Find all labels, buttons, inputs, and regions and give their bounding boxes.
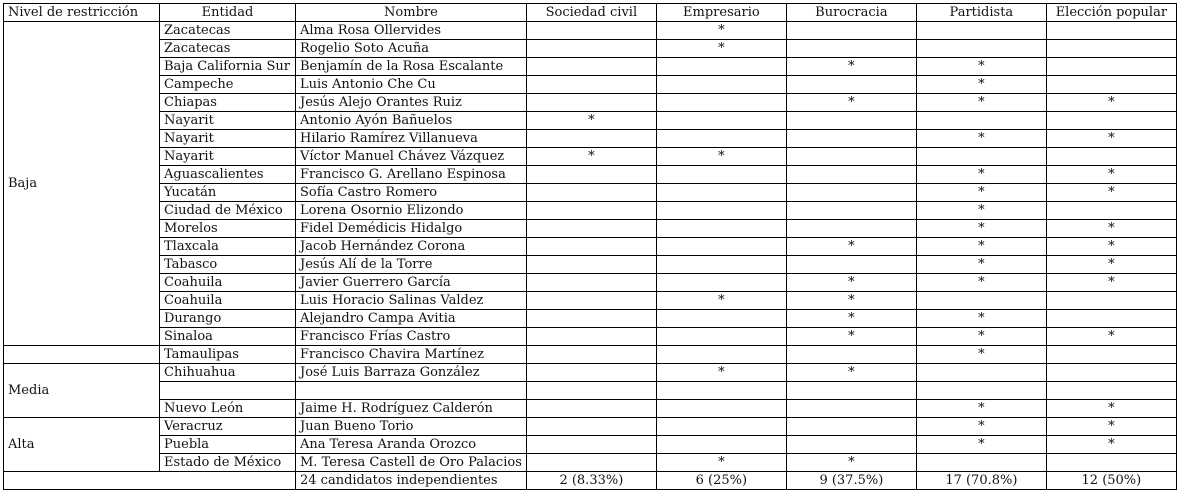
nombre-cell: Ana Teresa Aranda Orozco	[296, 436, 527, 454]
mark-cell: *	[916, 256, 1046, 274]
mark-cell	[656, 130, 786, 148]
mark-cell: *	[526, 148, 656, 166]
mark-cell: *	[786, 94, 916, 112]
mark-cell: *	[1046, 130, 1176, 148]
header-empresario: Empresario	[656, 4, 786, 22]
level-cell-media: Media	[4, 364, 160, 418]
nombre-cell: Jesús Alí de la Torre	[296, 256, 527, 274]
table-row	[4, 238, 1177, 256]
mark-cell: *	[1046, 418, 1176, 436]
total-value-cell: 2 (8.33%)	[526, 472, 656, 490]
mark-cell: *	[916, 184, 1046, 202]
mark-cell	[656, 76, 786, 94]
totals-row	[4, 472, 1177, 490]
mark-cell	[786, 346, 916, 364]
table-row	[4, 22, 1177, 40]
mark-cell	[916, 112, 1046, 130]
mark-cell	[786, 166, 916, 184]
total-value-cell: 9 (37.5%)	[786, 472, 916, 490]
mark-cell: *	[916, 310, 1046, 328]
mark-cell	[526, 94, 656, 112]
nombre-cell: Rogelio Soto Acuña	[296, 40, 527, 58]
mark-cell	[916, 292, 1046, 310]
nombre-cell: Hilario Ramírez Villanueva	[296, 130, 527, 148]
table-row	[4, 112, 1177, 130]
mark-cell: *	[916, 220, 1046, 238]
entidad-cell: Tamaulipas	[160, 346, 296, 364]
mark-cell	[656, 238, 786, 256]
table-row	[4, 382, 1177, 400]
entidad-cell: Coahuila	[160, 274, 296, 292]
nombre-cell: Alejandro Campa Avitia	[296, 310, 527, 328]
mark-cell	[1046, 454, 1176, 472]
mark-cell	[526, 220, 656, 238]
total-value-cell: 6 (25%)	[656, 472, 786, 490]
mark-cell	[526, 382, 656, 400]
mark-cell: *	[916, 418, 1046, 436]
nombre-cell: Fidel Demédicis Hidalgo	[296, 220, 527, 238]
nombre-cell: Francisco Frías Castro	[296, 328, 527, 346]
mark-cell	[786, 130, 916, 148]
nombre-cell: Juan Bueno Torio	[296, 418, 527, 436]
mark-cell: *	[1046, 256, 1176, 274]
mark-cell	[916, 40, 1046, 58]
entidad-cell: Sinaloa	[160, 328, 296, 346]
table-row	[4, 454, 1177, 472]
entidad-cell: Tlaxcala	[160, 238, 296, 256]
mark-cell	[786, 202, 916, 220]
mark-cell	[1046, 346, 1176, 364]
entidad-cell: Tabasco	[160, 256, 296, 274]
mark-cell	[1046, 58, 1176, 76]
mark-cell	[526, 184, 656, 202]
nombre-cell: Antonio Ayón Bañuelos	[296, 112, 527, 130]
nombre-cell: Sofía Castro Romero	[296, 184, 527, 202]
mark-cell	[526, 418, 656, 436]
mark-cell: *	[1046, 274, 1176, 292]
entidad-cell: Nayarit	[160, 130, 296, 148]
mark-cell: *	[656, 292, 786, 310]
mark-cell	[1046, 112, 1176, 130]
mark-cell: *	[1046, 166, 1176, 184]
mark-cell	[1046, 22, 1176, 40]
mark-cell	[1046, 364, 1176, 382]
nombre-cell: Lorena Osornio Elizondo	[296, 202, 527, 220]
mark-cell	[1046, 382, 1176, 400]
mark-cell: *	[1046, 400, 1176, 418]
nombre-cell	[296, 382, 527, 400]
mark-cell	[786, 148, 916, 166]
table-row	[4, 418, 1177, 436]
mark-cell	[526, 292, 656, 310]
mark-cell	[526, 310, 656, 328]
table-row	[4, 292, 1177, 310]
mark-cell	[786, 40, 916, 58]
mark-cell	[526, 202, 656, 220]
entidad-cell: Zacatecas	[160, 22, 296, 40]
mark-cell: *	[656, 364, 786, 382]
table-row	[4, 256, 1177, 274]
nombre-cell: Benjamín de la Rosa Escalante	[296, 58, 527, 76]
level-cell-empty	[4, 346, 160, 364]
entidad-cell: Nayarit	[160, 148, 296, 166]
mark-cell	[656, 346, 786, 364]
entidad-cell	[160, 382, 296, 400]
mark-cell	[916, 454, 1046, 472]
mark-cell	[916, 22, 1046, 40]
mark-cell: *	[1046, 436, 1176, 454]
entidad-cell: Coahuila	[160, 292, 296, 310]
mark-cell: *	[916, 94, 1046, 112]
mark-cell	[1046, 40, 1176, 58]
nombre-cell: Alma Rosa Ollervides	[296, 22, 527, 40]
mark-cell	[526, 328, 656, 346]
mark-cell: *	[786, 310, 916, 328]
entidad-cell: Nuevo León	[160, 400, 296, 418]
header-burocracia: Burocracia	[786, 4, 916, 22]
mark-cell	[656, 220, 786, 238]
table-row	[4, 166, 1177, 184]
mark-cell: *	[786, 364, 916, 382]
mark-cell	[916, 382, 1046, 400]
mark-cell	[786, 400, 916, 418]
entidad-cell: Morelos	[160, 220, 296, 238]
mark-cell	[526, 130, 656, 148]
table-row	[4, 436, 1177, 454]
entidad-cell: Puebla	[160, 436, 296, 454]
mark-cell	[526, 76, 656, 94]
entidad-cell: Durango	[160, 310, 296, 328]
entidad-cell: Aguascalientes	[160, 166, 296, 184]
mark-cell	[916, 148, 1046, 166]
entidad-cell: Campeche	[160, 76, 296, 94]
mark-cell: *	[786, 274, 916, 292]
mark-cell: *	[656, 454, 786, 472]
mark-cell	[526, 166, 656, 184]
table-row	[4, 364, 1177, 382]
mark-cell: *	[916, 130, 1046, 148]
mark-cell	[526, 400, 656, 418]
nombre-cell: Víctor Manuel Chávez Vázquez	[296, 148, 527, 166]
totals-label: 24 candidatos independientes	[296, 472, 527, 490]
mark-cell: *	[1046, 220, 1176, 238]
entidad-cell: Chiapas	[160, 94, 296, 112]
header-nivel: Nivel de restricción	[4, 4, 160, 22]
mark-cell: *	[1046, 94, 1176, 112]
nombre-cell: Jaime H. Rodríguez Calderón	[296, 400, 527, 418]
nombre-cell: Jesús Alejo Orantes Ruiz	[296, 94, 527, 112]
mark-cell	[656, 274, 786, 292]
mark-cell: *	[786, 58, 916, 76]
table-row	[4, 400, 1177, 418]
mark-cell: *	[786, 454, 916, 472]
mark-cell	[786, 76, 916, 94]
mark-cell: *	[1046, 184, 1176, 202]
mark-cell	[656, 202, 786, 220]
nombre-cell: Luis Antonio Che Cu	[296, 76, 527, 94]
table-row	[4, 202, 1177, 220]
mark-cell	[1046, 202, 1176, 220]
mark-cell: *	[786, 238, 916, 256]
mark-cell	[786, 382, 916, 400]
mark-cell	[656, 58, 786, 76]
nombre-cell: Francisco G. Arellano Espinosa	[296, 166, 527, 184]
mark-cell: *	[916, 238, 1046, 256]
mark-cell: *	[656, 148, 786, 166]
header-partidista: Partidista	[916, 4, 1046, 22]
mark-cell	[656, 94, 786, 112]
entidad-cell: Ciudad de México	[160, 202, 296, 220]
nombre-cell: Francisco Chavira Martínez	[296, 346, 527, 364]
table-row	[4, 346, 1177, 364]
mark-cell	[526, 364, 656, 382]
table-row	[4, 94, 1177, 112]
table-row	[4, 58, 1177, 76]
mark-cell	[656, 418, 786, 436]
nombre-cell: Luis Horacio Salinas Valdez	[296, 292, 527, 310]
mark-cell	[656, 112, 786, 130]
mark-cell	[656, 328, 786, 346]
table-body	[4, 4, 1177, 490]
mark-cell	[1046, 292, 1176, 310]
mark-cell: *	[916, 166, 1046, 184]
mark-cell	[656, 382, 786, 400]
mark-cell: *	[916, 274, 1046, 292]
mark-cell: *	[526, 112, 656, 130]
header-nombre: Nombre	[296, 4, 527, 22]
table-row	[4, 328, 1177, 346]
entidad-cell: Yucatán	[160, 184, 296, 202]
table-row	[4, 148, 1177, 166]
table-row	[4, 184, 1177, 202]
header-entidad: Entidad	[160, 4, 296, 22]
table-row	[4, 130, 1177, 148]
mark-cell	[526, 238, 656, 256]
mark-cell	[656, 436, 786, 454]
mark-cell	[526, 22, 656, 40]
nombre-cell: José Luis Barraza González	[296, 364, 527, 382]
table-row	[4, 310, 1177, 328]
level-cell-baja: Baja	[4, 22, 160, 346]
mark-cell	[656, 310, 786, 328]
table-row	[4, 220, 1177, 238]
mark-cell	[526, 58, 656, 76]
nombre-cell: Javier Guerrero García	[296, 274, 527, 292]
mark-cell	[526, 436, 656, 454]
entidad-cell: Chihuahua	[160, 364, 296, 382]
mark-cell: *	[916, 202, 1046, 220]
mark-cell: *	[656, 22, 786, 40]
mark-cell	[786, 112, 916, 130]
mark-cell: *	[786, 328, 916, 346]
mark-cell	[786, 436, 916, 454]
entidad-cell: Zacatecas	[160, 40, 296, 58]
mark-cell	[786, 220, 916, 238]
entidad-cell: Estado de México	[160, 454, 296, 472]
total-value-cell: 12 (50%)	[1046, 472, 1176, 490]
mark-cell: *	[1046, 328, 1176, 346]
mark-cell: *	[1046, 238, 1176, 256]
mark-cell	[526, 274, 656, 292]
mark-cell: *	[656, 40, 786, 58]
mark-cell	[1046, 148, 1176, 166]
mark-cell	[526, 346, 656, 364]
header-sociedad-civil: Sociedad civil	[526, 4, 656, 22]
mark-cell	[656, 256, 786, 274]
entidad-cell: Veracruz	[160, 418, 296, 436]
entidad-cell: Nayarit	[160, 112, 296, 130]
mark-cell: *	[916, 346, 1046, 364]
mark-cell: *	[786, 292, 916, 310]
mark-cell	[916, 364, 1046, 382]
table-row	[4, 274, 1177, 292]
table-row	[4, 40, 1177, 58]
total-value-cell: 17 (70.8%)	[916, 472, 1046, 490]
level-cell-alta: Alta	[4, 418, 160, 472]
mark-cell	[526, 454, 656, 472]
mark-cell: *	[916, 328, 1046, 346]
nombre-cell: Jacob Hernández Corona	[296, 238, 527, 256]
entidad-cell: Baja California Sur	[160, 58, 296, 76]
mark-cell	[526, 40, 656, 58]
mark-cell: *	[916, 436, 1046, 454]
mark-cell	[656, 184, 786, 202]
mark-cell: *	[916, 58, 1046, 76]
mark-cell	[1046, 310, 1176, 328]
mark-cell	[786, 418, 916, 436]
header-row	[4, 4, 1177, 22]
header-eleccion-popular: Elección popular	[1046, 4, 1176, 22]
mark-cell	[786, 22, 916, 40]
candidates-table	[3, 3, 1177, 490]
nombre-cell: M. Teresa Castell de Oro Palacios	[296, 454, 527, 472]
mark-cell	[526, 256, 656, 274]
totals-blank-cell	[4, 472, 296, 490]
mark-cell	[656, 166, 786, 184]
mark-cell	[1046, 76, 1176, 94]
table-row	[4, 76, 1177, 94]
mark-cell	[786, 184, 916, 202]
mark-cell	[656, 400, 786, 418]
mark-cell: *	[916, 400, 1046, 418]
mark-cell	[786, 256, 916, 274]
mark-cell: *	[916, 76, 1046, 94]
